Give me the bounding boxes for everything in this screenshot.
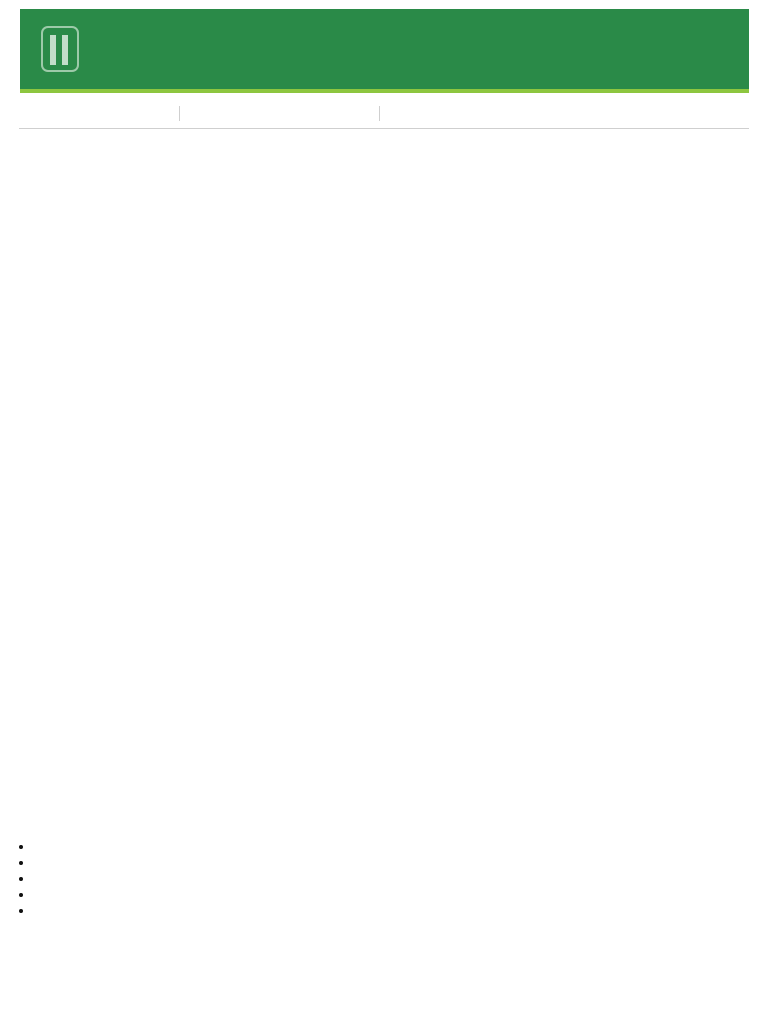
breadcrumb-separator (179, 106, 180, 121)
crest-icon (40, 21, 80, 75)
front-of-pack-label (540, 236, 750, 362)
list-item (33, 902, 765, 918)
list-item (33, 838, 765, 854)
list-item (33, 886, 765, 902)
breadcrumb (19, 104, 749, 129)
site-header (20, 9, 749, 93)
uk-list (19, 838, 765, 918)
list-item (33, 870, 765, 886)
breadcrumb-separator (379, 106, 380, 121)
list-item (33, 854, 765, 870)
